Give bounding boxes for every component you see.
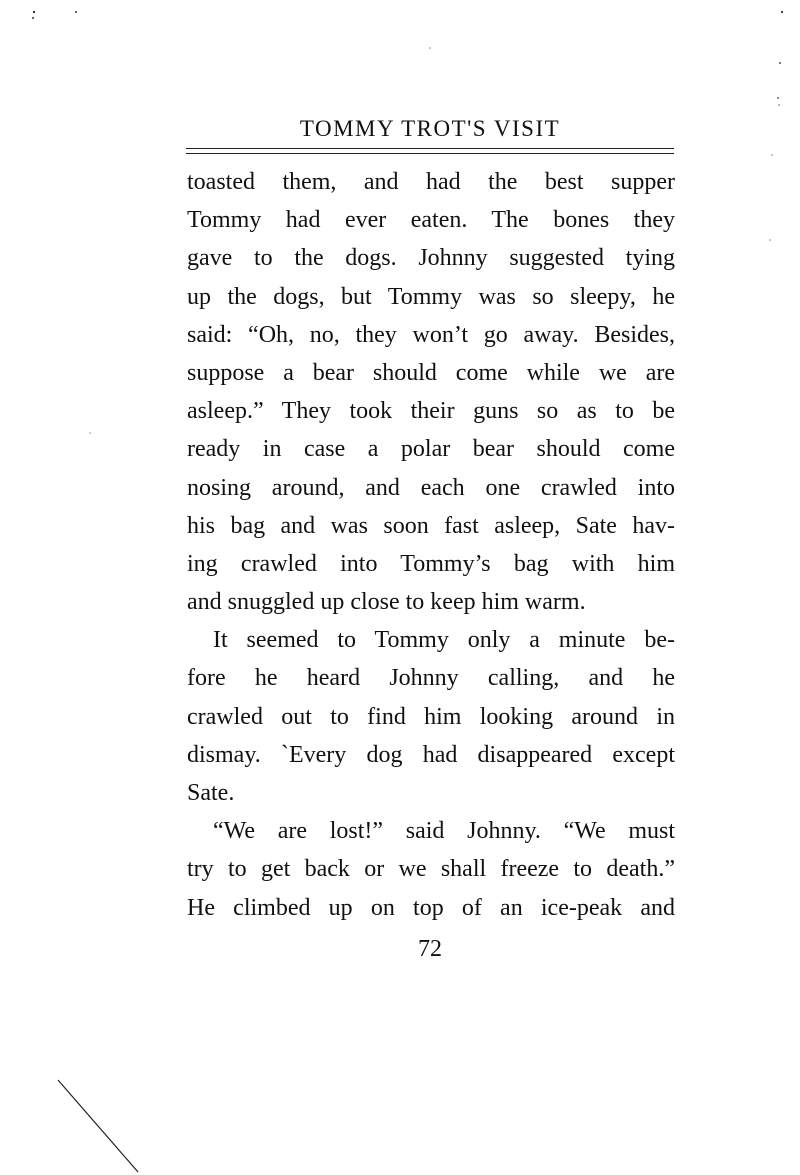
text-line: crawled out to find him looking around in xyxy=(187,703,675,730)
running-head: TOMMY TROT'S VISIT xyxy=(299,116,561,141)
header-rule-bottom xyxy=(186,153,674,154)
text-line: suppose a bear should come while we are xyxy=(187,359,675,386)
text-line: his bag and was soon fast asleep, Sate hav- xyxy=(187,512,675,539)
text-line: ready in case a polar bear should come xyxy=(187,436,675,463)
text-line: “We are lost!” said Johnny. “We must xyxy=(213,818,675,845)
page-number: 72 xyxy=(418,936,442,962)
text-line: nosing around, and each one crawled into xyxy=(187,474,675,501)
text-line: ing crawled into Tommy’s bag with him xyxy=(187,550,675,577)
text-line: said: “Oh, no, they won’t go away. Besides, xyxy=(187,321,675,348)
text-line: He climbed up on top of an ice-peak and xyxy=(187,894,675,921)
body-text xyxy=(187,163,675,927)
text-line: up the dogs, but Tommy was so sleepy, he xyxy=(187,283,675,310)
text-line: dismay. `Every dog had disappeared except xyxy=(187,741,675,768)
text-line: and snuggled up close to keep him warm. xyxy=(187,589,586,616)
text-line: try to get back or we shall freeze to death.” xyxy=(187,856,675,883)
text-line: gave to the dogs. Johnny suggested tying xyxy=(187,245,675,272)
text-line: asleep.” They took their guns so as to be xyxy=(187,398,675,425)
text-line: toasted them, and had the best supper xyxy=(187,169,675,195)
header-rule-top xyxy=(186,148,674,149)
text-line: Tommy had ever eaten. The bones they xyxy=(187,207,675,234)
text-line: fore he heard Johnny calling, and he xyxy=(187,665,675,692)
text-line: It seemed to Tommy only a minute be- xyxy=(213,627,675,654)
text-line: Sate. xyxy=(187,780,235,806)
